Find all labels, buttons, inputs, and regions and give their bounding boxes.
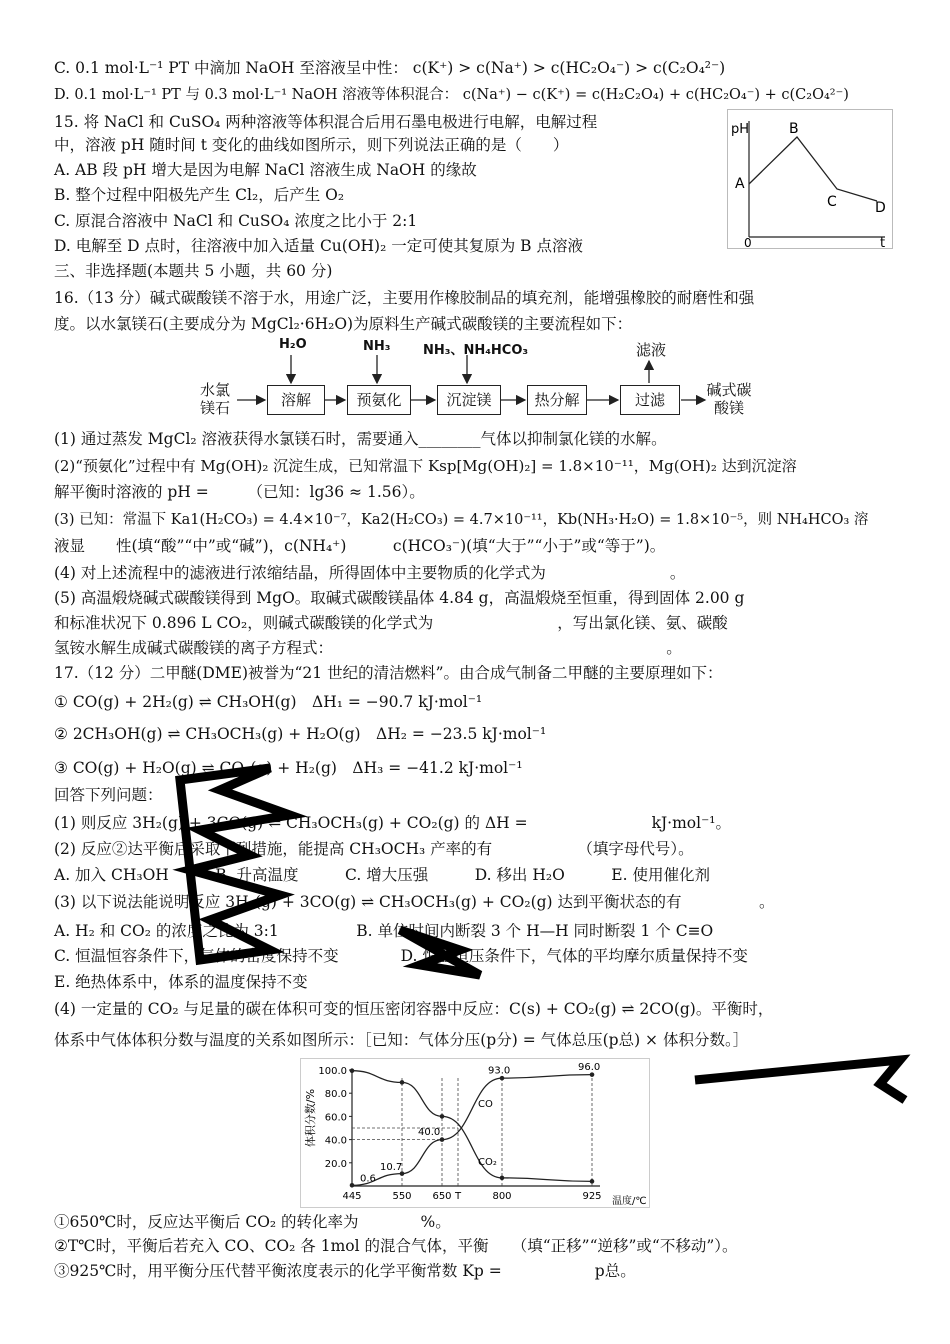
co-point	[440, 1137, 445, 1142]
x-tick-label: 445	[342, 1191, 362, 1202]
q16-part-4: (4) 对上述流程中的滤液进行浓缩结晶，所得固体中主要物质的化学式为 。	[54, 564, 686, 582]
flow-end-label: 碱式碳酸镁	[706, 381, 752, 417]
data-annotation: 93.0	[488, 1065, 511, 1077]
question-16-stem-2: 度。以水氯镁石(主要成分为 MgCl₂·6H₂O)为原料生产碱式碳酸镁的主要流程如下：	[54, 315, 633, 333]
answer-prompt: 回答下列问题：	[54, 786, 163, 804]
origin-label: 0	[744, 236, 752, 249]
co-point	[590, 1072, 595, 1077]
volume-fraction-chart	[300, 1058, 650, 1208]
x-tick-label: 925	[582, 1191, 602, 1202]
flow-step-precipitate: 沉淀镁	[437, 385, 501, 415]
point-b-label: B	[789, 121, 799, 137]
ph-time-graph	[727, 109, 893, 249]
chart-ylabel: 体积分数/%	[304, 1088, 317, 1148]
question-16-stem: 16.（13 分）碱式碳酸镁不溶于水，用途广泛，主要用作橡胶制品的填充剂，能增强橡胶的耐磨性和强	[54, 289, 755, 307]
q17-part-2: (2) 反应②达平衡后采取下列措施，能提高 CH₃OCH₃ 产率的有 （填字母代号）。	[54, 840, 694, 858]
question-15-option-b: B. 整个过程中阳极先产生 Cl₂，后产生 O₂	[54, 186, 345, 204]
question-15-stem: 15. 将 NaCl 和 CuSO₄ 两种溶液等体积混合后用石墨电极进行电解，电解过程	[54, 113, 598, 131]
data-annotation: 0.6	[360, 1173, 376, 1185]
co-point	[350, 1183, 355, 1188]
q17-part-3-ab: A. H₂ 和 CO₂ 的浓度之比为 3:1 B. 单位时间内断裂 3 个 H—H 同时断裂 1 个 C≡O	[54, 922, 714, 940]
q17-part-2-options: A. 加入 CH₃OH B. 升高温度 C. 增大压强 D. 移出 H₂O E. 使用催化剂	[54, 866, 710, 884]
co2-series-label: CO₂	[478, 1157, 497, 1169]
co-point	[500, 1076, 505, 1081]
flow-step-preammoniation: 预氨化	[347, 385, 411, 415]
q17-part-4a: (4) 一定量的 CO₂ 与足量的碳在体积可变的恒压密闭容器中反应：C(s) + CO₂(g) ⇌ 2CO(g)。平衡时，	[54, 1000, 774, 1018]
flow-step-dissolve: 溶解	[267, 385, 325, 415]
point-c-label: C	[827, 194, 837, 210]
option-c-line: C. 0.1 mol·L⁻¹ PT 中滴加 NaOH 至溶液呈中性： c(K⁺) > c(Na⁺) > c(HC₂O₄⁻) > c(C₂O₄²⁻)	[54, 59, 726, 77]
q16-part-2a-line: (2)“预氨化”过程中有 Mg(OH)₂ 沉淀生成，已知常温下 Ksp[Mg(OH)₂] = 1.8×10⁻¹¹，Mg(OH)₂ 达到沉淀溶	[54, 457, 797, 475]
x-tick-label: T	[454, 1191, 462, 1202]
section-3-heading: 三、非选择题(本题共 5 小题，共 60 分)	[54, 262, 333, 280]
question-15-stem-2: 中，溶液 pH 随时间 t 变化的曲线如图所示，则下列说法正确的是（ ）	[54, 136, 569, 154]
zigzag-artifact	[160, 760, 620, 980]
q17-part-4-1: ①650℃时，反应达平衡后 CO₂ 的转化率为 %。	[54, 1213, 451, 1231]
question-15-option-d: D. 电解至 D 点时，往溶液中加入适量 Cu(OH)₂ 一定可使其复原为 B 点溶液	[54, 237, 583, 255]
flow-filtrate-label: 滤液	[635, 341, 666, 359]
x-tick-label: 800	[492, 1191, 512, 1202]
y-tick-label: 100.0	[318, 1066, 347, 1077]
q17-part-4-3: ③925℃时，用平衡分压代替平衡浓度表示的化学平衡常数 Kp = p总。	[54, 1262, 636, 1280]
flow-input-nh3-nh4hco3: NH₃、NH₄HCO₃	[423, 343, 529, 358]
chart-xlabel: 温度/℃	[612, 1196, 647, 1207]
question-17-stem: 17.（12 分）二甲醚(DME)被誉为“21 世纪的清洁燃料”。由合成气制备二甲醚的主要原理如下：	[54, 664, 723, 682]
co2-point	[440, 1114, 445, 1119]
q16-part-3b: 液显 性(填“酸”“中”或“碱”)，c(NH₄⁺) c(HCO₃⁻)(填“大于”“小于”或“等于”)。	[54, 537, 666, 555]
question-15-option-a: A. AB 段 pH 增大是因为电解 NaCl 溶液生成 NaOH 的缘故	[54, 161, 477, 179]
q17-part-3-cd: C. 恒温恒容条件下，气体的密度保持不变 D. 恒温恒压条件下，气体的平均摩尔质量保持不变	[54, 947, 748, 965]
flow-input-nh3: NH₃	[363, 339, 391, 354]
co2-point	[590, 1179, 595, 1184]
co2-point	[500, 1176, 505, 1181]
q16-part-2b: 解平衡时溶液的 pH = （已知：lg36 ≈ 1.56）。	[54, 483, 425, 501]
flow-step-thermal-decomp: 热分解	[527, 385, 587, 415]
process-flow-diagram	[195, 337, 755, 423]
q17-part-3: (3) 以下说法能说明反应 3H₂(g) + 3CO(g) ⇌ CH₃OCH₃(g) + CO₂(g) 达到平衡状态的有 。	[54, 893, 775, 911]
q16-part-5c: 氢铵水解生成碱式碳酸镁的离子方程式： 。	[54, 639, 682, 657]
q17-part-4-2: ②T℃时，平衡后若充入 CO、CO₂ 各 1mol 的混合气体，平衡 （填“正移”“逆移”或“不移动”）。	[54, 1237, 738, 1255]
q16-part-3a: (3) 已知：常温下 Ka1(H₂CO₃) = 4.4×10⁻⁷，Ka2(H₂CO₃) = 4.7×10⁻¹¹，Kb(NH₃·H₂O) = 1.8×10⁻⁵，则 NH₄HCO₃ 溶	[54, 512, 869, 528]
y-tick-label: 20.0	[324, 1158, 347, 1170]
q16-part-5b: 和标准状况下 0.896 L CO₂，则碱式碳酸镁的化学式为 ，写出氯化镁、氨、碳酸	[54, 614, 728, 632]
zigzag-artifact-2	[690, 1052, 915, 1112]
reaction-1: ① CO(g) + 2H₂(g) ⇌ CH₃OH(g) ΔH₁ = −90.7 kJ·mol⁻¹	[54, 693, 483, 711]
reaction-2: ② 2CH₃OH(g) ⇌ CH₃OCH₃(g) + H₂O(g) ΔH₂ = −23.5 kJ·mol⁻¹	[54, 725, 547, 743]
ph-curve	[749, 137, 877, 201]
q17-part-1: (1) 则反应 3H₂(g) + 3CO(g) ⇌ CH₃OCH₃(g) + CO₂(g) 的 ΔH = kJ·mol⁻¹。	[54, 814, 731, 832]
x-tick-label: 650	[432, 1191, 452, 1202]
y-tick-label: 80.0	[324, 1089, 347, 1101]
data-annotation: 96.0	[578, 1062, 601, 1073]
co2-point	[400, 1080, 405, 1085]
flow-step-filter: 过滤	[620, 385, 680, 415]
flow-start-label: 水氯镁石	[199, 381, 230, 417]
q17-part-4b: 体系中气体体积分数与温度的关系如图所示：［已知：气体分压(p分) = 气体总压(p总) × 体积分数。］	[54, 1031, 749, 1049]
data-annotation: 10.7	[380, 1161, 403, 1173]
x-tick-label: 550	[392, 1191, 412, 1202]
point-d-label: D	[875, 200, 886, 216]
question-15-option-c: C. 原混合溶液中 NaCl 和 CuSO₄ 浓度之比小于 2:1	[54, 212, 418, 230]
q17-part-3-e: E. 绝热体系中，体系的温度保持不变	[54, 973, 308, 991]
data-annotation: 40.0	[418, 1126, 441, 1138]
co-series-label: CO	[478, 1099, 493, 1111]
reaction-3: ③ CO(g) + H₂O(g) ⇌ CO₂(g) + H₂(g) ΔH₃ = −41.2 kJ·mol⁻¹	[54, 759, 523, 777]
point-a-label: A	[735, 176, 745, 192]
y-tick-label: 60.0	[324, 1112, 347, 1124]
flow-input-water: H₂O	[279, 337, 307, 352]
option-d-line: D. 0.1 mol·L⁻¹ PT 与 0.3 mol·L⁻¹ NaOH 溶液等体积混合： c(Na⁺) − c(K⁺) = c(H₂C₂O₄) + c(HC₂O₄⁻) + c(C₂O₄²⁻)	[54, 87, 849, 103]
ph-axis-label: pH	[731, 122, 750, 137]
t-axis-label: t	[880, 236, 886, 249]
y-tick-label: 40.0	[324, 1135, 347, 1147]
co2-point	[350, 1068, 355, 1073]
q16-part-5a: (5) 高温煅烧碱式碳酸镁得到 MgO。取碱式碳酸镁晶体 4.84 g，高温煅烧至恒重，得到固体 2.00 g	[54, 589, 745, 607]
q16-part-1: (1) 通过蒸发 MgCl₂ 溶液获得水氯镁石时，需要通入________气体以抑制氯化镁的水解。	[54, 430, 667, 448]
